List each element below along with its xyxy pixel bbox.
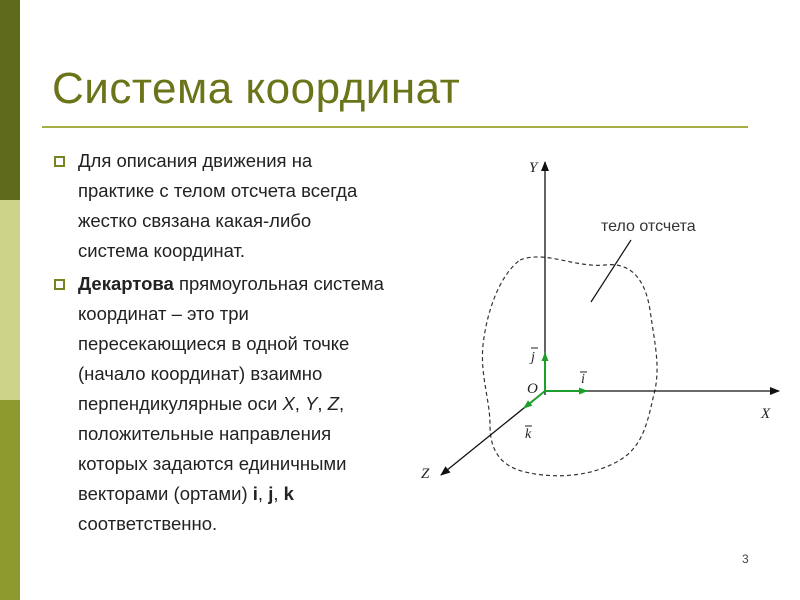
separator: , bbox=[273, 483, 284, 504]
title-divider bbox=[42, 126, 748, 128]
reference-body-label: тело отсчета bbox=[601, 218, 696, 235]
sidebar-block-mid bbox=[0, 400, 20, 600]
axis-z-inline: Z bbox=[327, 393, 340, 414]
axis-z-label: Z bbox=[421, 466, 430, 482]
bullet-item-1 bbox=[54, 146, 384, 266]
unit-i-label: i bbox=[581, 372, 585, 387]
separator: , bbox=[294, 393, 306, 414]
unit-i-inline: i bbox=[252, 483, 258, 504]
axis-x-label: X bbox=[761, 406, 771, 422]
unit-j-label: j bbox=[531, 350, 535, 365]
unit-j-inline: j bbox=[268, 483, 274, 504]
unit-k-inline: k bbox=[283, 483, 294, 504]
square-bullet-icon bbox=[54, 279, 65, 290]
coordinate-system-diagram bbox=[405, 150, 795, 490]
bullet-2-text-part1: прямоугольная система координат – это три пересекающиеся в одной точке (начало координат) взаимно перпендикулярные оси bbox=[78, 273, 384, 414]
unit-k-label: k bbox=[525, 427, 532, 442]
sidebar-block-dark bbox=[0, 0, 20, 200]
bullet-item-2 bbox=[54, 269, 384, 539]
bullet-2-text-part2: , положительные направления которых задаются единичными векторами (ортами) bbox=[78, 393, 347, 504]
origin-label: O bbox=[527, 381, 538, 397]
axis-x-inline: X bbox=[282, 393, 295, 414]
separator: , bbox=[317, 393, 328, 414]
bullet-1-text: Для описания движения на практике с телом отсчета всегда жестко связана какая-либо система координат. bbox=[78, 150, 358, 261]
reference-body-outline bbox=[482, 257, 657, 476]
square-bullet-icon bbox=[54, 156, 65, 167]
slide-title: Система координат bbox=[52, 64, 461, 113]
bullet-2-text-part3: соответственно. bbox=[78, 513, 218, 534]
axis-y-inline: Y bbox=[305, 393, 318, 414]
bullet-2-bold-term: Декартова bbox=[78, 273, 174, 294]
slide-body bbox=[54, 146, 384, 542]
page-number: 3 bbox=[742, 552, 749, 566]
body-label-pointer bbox=[591, 240, 631, 302]
sidebar-decoration bbox=[0, 0, 20, 600]
separator: , bbox=[257, 483, 269, 504]
sidebar-block-light bbox=[0, 200, 20, 400]
axis-y-label: Y bbox=[529, 160, 538, 176]
